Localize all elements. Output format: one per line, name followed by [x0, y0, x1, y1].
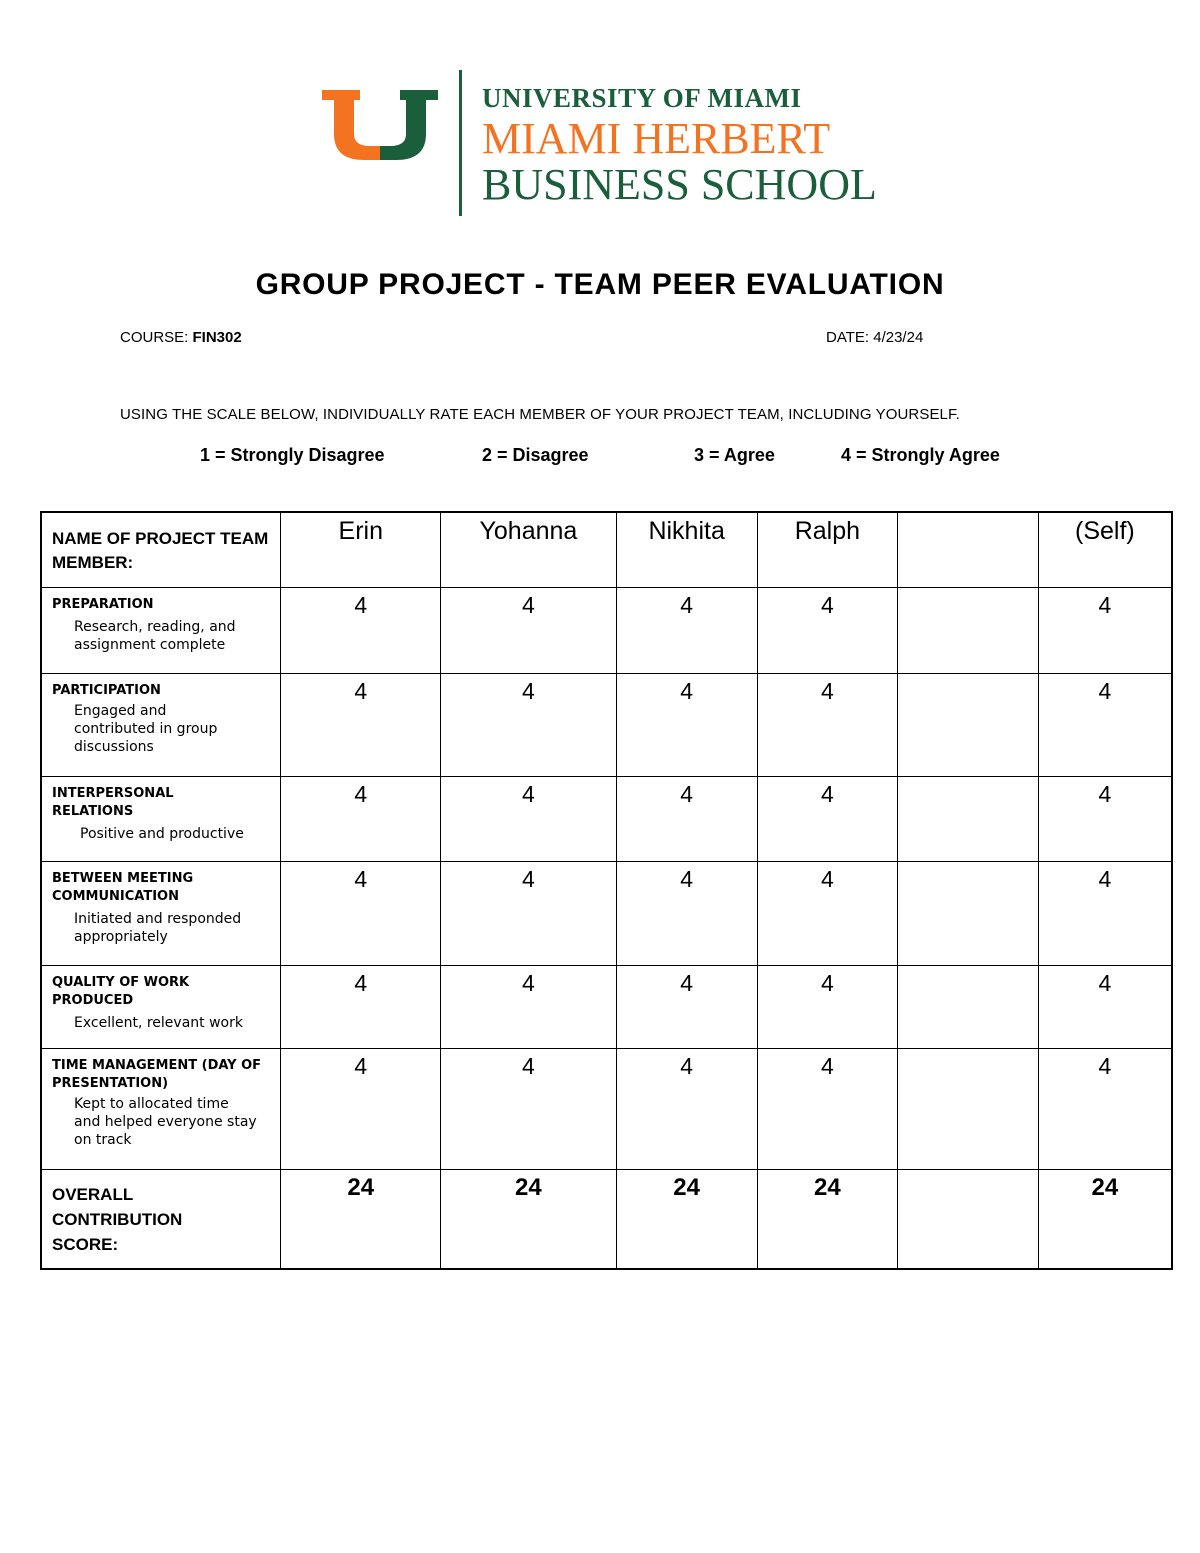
score-cell: 4 — [757, 966, 898, 1049]
university-logo — [320, 70, 900, 218]
criterion-description: Kept to allocated time and helped everyone stay on track — [74, 1096, 257, 1148]
score-cell: 4 — [616, 777, 757, 862]
criterion-row — [41, 674, 1172, 777]
member-name: Nikhita — [616, 512, 757, 588]
total-score — [898, 1170, 1038, 1270]
criterion-description: Engaged and contributed in group discussions — [74, 703, 218, 755]
header-row — [41, 512, 1172, 588]
header-label-cell — [41, 512, 281, 588]
total-score: 24 — [616, 1170, 757, 1270]
score-cell: 4 — [1038, 862, 1172, 966]
criterion-title: TIME MANAGEMENT (DAY OF PRESENTATION) — [52, 1058, 262, 1091]
score-cell: 4 — [1038, 588, 1172, 674]
criterion-row — [41, 1049, 1172, 1170]
member-name: (Self) — [1038, 512, 1172, 588]
criterion-row — [41, 588, 1172, 674]
criterion-label-cell — [41, 674, 281, 777]
score-cell: 4 — [1038, 966, 1172, 1049]
criterion-description: Research, reading, and assignment complete — [74, 619, 236, 653]
score-cell: 4 — [441, 777, 617, 862]
score-cell: 4 — [281, 862, 441, 966]
criterion-title: BETWEEN MEETING COMMUNICATION — [52, 871, 194, 904]
score-cell: 4 — [281, 777, 441, 862]
criterion-row — [41, 966, 1172, 1049]
score-cell — [898, 966, 1038, 1049]
logo-business-school: BUSINESS SCHOOL — [482, 160, 877, 209]
total-label-cell — [41, 1170, 281, 1270]
score-cell: 4 — [616, 588, 757, 674]
criterion-title: QUALITY OF WORK PRODUCED — [52, 975, 190, 1008]
score-cell: 4 — [441, 1049, 617, 1170]
scale-item-4: 4 = Strongly Agree — [841, 445, 1000, 465]
criterion-label-cell — [41, 862, 281, 966]
evaluation-table — [40, 511, 1173, 1270]
criterion-title: INTERPERSONAL RELATIONS — [52, 786, 174, 819]
header-label: NAME OF PROJECT TEAM MEMBER: — [52, 529, 269, 572]
score-cell: 4 — [757, 777, 898, 862]
course-value: FIN302 — [192, 329, 242, 346]
score-cell — [898, 1049, 1038, 1170]
total-score: 24 — [281, 1170, 441, 1270]
score-cell: 4 — [441, 674, 617, 777]
score-cell: 4 — [281, 588, 441, 674]
total-score: 24 — [757, 1170, 898, 1270]
logo-divider — [459, 70, 462, 216]
scale-item-2: 2 = Disagree — [482, 445, 589, 465]
total-score: 24 — [1038, 1170, 1172, 1270]
criterion-title: PARTICIPATION — [52, 683, 161, 698]
score-cell: 4 — [1038, 1049, 1172, 1170]
total-label: OVERALL CONTRIBUTION SCORE: — [52, 1185, 183, 1254]
score-cell: 4 — [1038, 674, 1172, 777]
criterion-label-cell — [41, 1049, 281, 1170]
member-name: Erin — [281, 512, 441, 588]
criterion-label-cell — [41, 588, 281, 674]
score-cell: 4 — [616, 674, 757, 777]
criterion-label-cell — [41, 777, 281, 862]
score-cell: 4 — [616, 1049, 757, 1170]
criterion-description: Excellent, relevant work — [74, 1015, 243, 1031]
u-logo-icon — [320, 88, 440, 160]
total-score: 24 — [441, 1170, 617, 1270]
instructions: USING THE SCALE BELOW, INDIVIDUALLY RATE EACH MEMBER OF YOUR PROJECT TEAM, INCLUDING YOURSELF. — [120, 406, 960, 423]
score-cell — [898, 588, 1038, 674]
criterion-row — [41, 777, 1172, 862]
date-value: 4/23/24 — [873, 329, 924, 346]
score-cell: 4 — [441, 588, 617, 674]
score-cell: 4 — [441, 862, 617, 966]
criterion-row — [41, 862, 1172, 966]
scale-item-1: 1 = Strongly Disagree — [200, 445, 385, 465]
criterion-title: PREPARATION — [52, 597, 154, 612]
score-cell — [898, 674, 1038, 777]
page-title: GROUP PROJECT - TEAM PEER EVALUATION — [255, 268, 945, 301]
logo-wordmark — [482, 82, 877, 208]
score-cell: 4 — [616, 862, 757, 966]
score-cell — [898, 862, 1038, 966]
score-cell: 4 — [757, 862, 898, 966]
criterion-description: Initiated and responded appropriately — [74, 911, 242, 945]
date-field — [826, 329, 923, 346]
scale-item-3: 3 = Agree — [694, 445, 775, 465]
score-cell: 4 — [281, 674, 441, 777]
criterion-description: Positive and productive — [80, 826, 244, 842]
score-cell: 4 — [757, 1049, 898, 1170]
score-cell: 4 — [281, 966, 441, 1049]
score-cell: 4 — [757, 588, 898, 674]
score-cell: 4 — [281, 1049, 441, 1170]
member-name — [898, 512, 1038, 588]
total-row — [41, 1170, 1172, 1270]
score-cell: 4 — [757, 674, 898, 777]
course-field — [120, 329, 242, 346]
date-label: DATE: — [826, 329, 870, 346]
criterion-label-cell — [41, 966, 281, 1049]
score-cell — [898, 777, 1038, 862]
course-label: COURSE: — [120, 329, 189, 346]
member-name: Yohanna — [441, 512, 617, 588]
score-cell: 4 — [441, 966, 617, 1049]
logo-miami-herbert: MIAMI HERBERT — [482, 114, 831, 163]
logo-university: UNIVERSITY OF MIAMI — [482, 83, 802, 113]
member-name: Ralph — [757, 512, 898, 588]
score-cell: 4 — [616, 966, 757, 1049]
score-cell: 4 — [1038, 777, 1172, 862]
